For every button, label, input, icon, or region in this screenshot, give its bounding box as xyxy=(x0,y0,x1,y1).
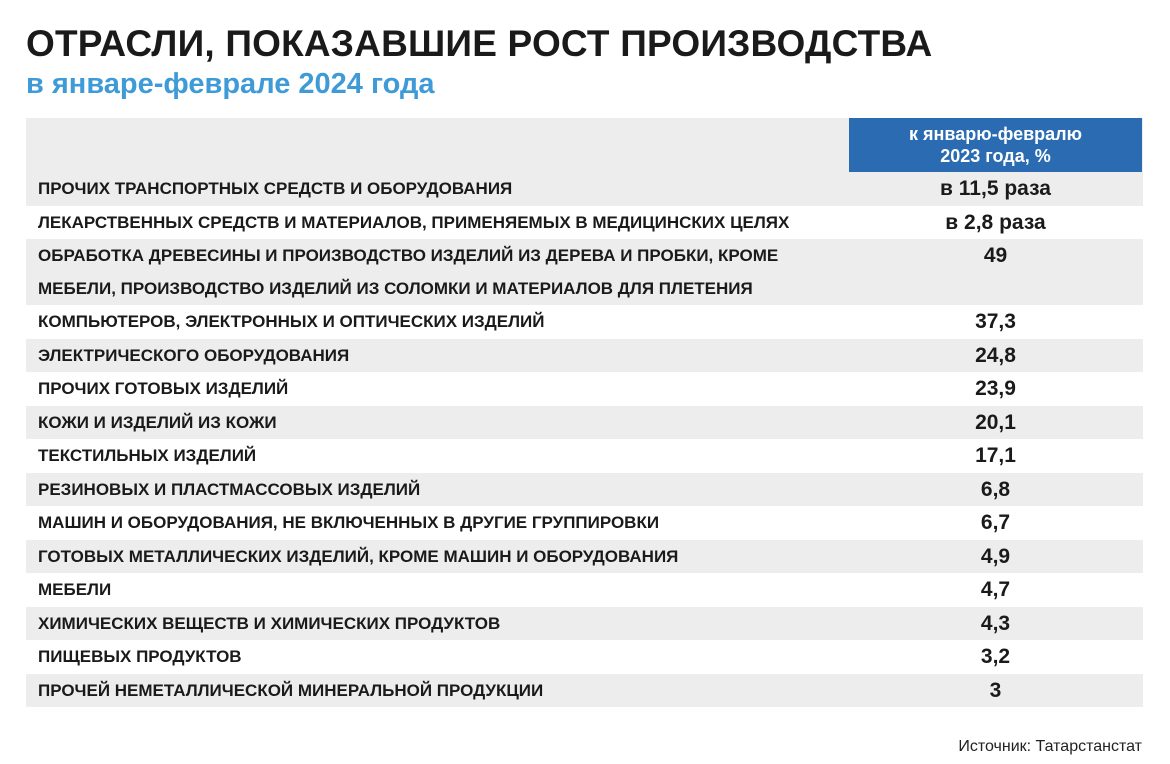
row-value: 4,3 xyxy=(980,611,1011,635)
table-row xyxy=(26,239,1143,305)
row-label-line: МАШИН И ОБОРУДОВАНИЯ, НЕ ВКЛЮЧЕННЫХ В ДРУГИЕ ГРУППИРОВКИ xyxy=(38,513,660,532)
row-label xyxy=(26,372,849,405)
row-value: 4,9 xyxy=(980,544,1011,568)
row-value: 37,3 xyxy=(975,310,1016,333)
row-value: в 2,8 раза xyxy=(945,210,1046,234)
table-row xyxy=(26,372,1143,406)
row-label xyxy=(26,239,849,305)
table-row xyxy=(26,573,1143,607)
row-value: 4,7 xyxy=(980,578,1011,601)
row-label-line: КОМПЬЮТЕРОВ, ЭЛЕКТРОННЫХ И ОПТИЧЕСКИХ ИЗДЕЛИЙ xyxy=(38,312,545,331)
column-header xyxy=(849,118,1142,172)
page-subtitle: в январе-феврале 2024 года xyxy=(26,68,435,100)
row-label xyxy=(26,540,849,573)
row-label xyxy=(26,640,849,673)
table-row xyxy=(26,540,1143,574)
row-value: 6,8 xyxy=(980,477,1011,501)
row-label xyxy=(26,206,849,239)
table-row xyxy=(26,640,1143,674)
row-label xyxy=(26,573,849,606)
row-label xyxy=(26,674,849,707)
row-label-line: РЕЗИНОВЫХ И ПЛАСТМАССОВЫХ ИЗДЕЛИЙ xyxy=(38,479,421,499)
row-label xyxy=(26,473,849,506)
table-header-row xyxy=(26,118,1143,172)
row-label xyxy=(26,439,849,472)
table-row xyxy=(26,439,1143,473)
row-label-line: ТЕКСТИЛЬНЫХ ИЗДЕЛИЙ xyxy=(38,446,257,465)
row-value: в 11,5 раза xyxy=(940,177,1051,200)
row-label-line: ПРОЧИХ ТРАНСПОРТНЫХ СРЕДСТВ И ОБОРУДОВАНИЯ xyxy=(38,179,513,198)
row-value: 6,7 xyxy=(980,511,1011,534)
row-value: 23,9 xyxy=(975,377,1016,400)
row-value: 20,1 xyxy=(975,410,1016,434)
column-header-line-1: к январю-февралю xyxy=(909,124,1082,144)
data-table xyxy=(26,118,1143,707)
row-label xyxy=(26,406,849,439)
row-value: 3 xyxy=(989,678,1002,702)
row-label-line: ПРОЧЕЙ НЕМЕТАЛЛИЧЕСКОЙ МИНЕРАЛЬНОЙ ПРОДУКЦИИ xyxy=(38,680,544,700)
row-label-line: ОБРАБОТКА ДРЕВЕСИНЫ И ПРОИЗВОДСТВО ИЗДЕЛИЙ ИЗ ДЕРЕВА И ПРОБКИ, КРОМЕ xyxy=(38,246,779,265)
row-label-line: ГОТОВЫХ МЕТАЛЛИЧЕСКИХ ИЗДЕЛИЙ, КРОМЕ МАШИН И ОБОРУДОВАНИЯ xyxy=(38,546,679,566)
table-row xyxy=(26,339,1143,373)
row-label xyxy=(26,506,849,539)
row-value: 49 xyxy=(983,244,1008,267)
row-label-line: МЕБЕЛИ xyxy=(38,580,112,599)
row-value: 3,2 xyxy=(980,645,1011,668)
table-row xyxy=(26,506,1143,540)
table-row xyxy=(26,172,1143,206)
table-row xyxy=(26,305,1143,339)
row-label-line: ЛЕКАРСТВЕННЫХ СРЕДСТВ И МАТЕРИАЛОВ, ПРИМЕНЯЕМЫХ В МЕДИЦИНСКИХ ЦЕЛЯХ xyxy=(38,212,790,232)
page-title: ОТРАСЛИ, ПОКАЗАВШИЕ РОСТ ПРОИЗВОДСТВА xyxy=(26,23,933,64)
row-label-line: ХИМИЧЕСКИХ ВЕЩЕСТВ И ХИМИЧЕСКИХ ПРОДУКТОВ xyxy=(38,613,501,633)
row-label-line: ПИЩЕВЫХ ПРОДУКТОВ xyxy=(38,647,242,666)
row-label xyxy=(26,172,849,205)
row-value: 24,8 xyxy=(975,343,1016,367)
row-label-line: КОЖИ И ИЗДЕЛИЙ ИЗ КОЖИ xyxy=(38,412,277,432)
table-row xyxy=(26,607,1143,641)
source-note: Источник: Татарстанстат xyxy=(958,738,1142,755)
table-row xyxy=(26,674,1143,708)
row-label xyxy=(26,607,849,640)
row-label-line: ПРОЧИХ ГОТОВЫХ ИЗДЕЛИЙ xyxy=(38,379,289,398)
table-row xyxy=(26,406,1143,440)
row-label-line: ЭЛЕКТРИЧЕСКОГО ОБОРУДОВАНИЯ xyxy=(38,345,350,365)
table-row xyxy=(26,473,1143,507)
column-header-line-2: 2023 года, % xyxy=(940,146,1051,166)
row-label xyxy=(26,305,849,338)
row-value: 17,1 xyxy=(975,444,1016,467)
row-label-line: МЕБЕЛИ, ПРОИЗВОДСТВО ИЗДЕЛИЙ ИЗ СОЛОМКИ И МАТЕРИАЛОВ ДЛЯ ПЛЕТЕНИЯ xyxy=(38,279,753,298)
table-body xyxy=(26,172,1143,707)
row-label xyxy=(26,339,849,372)
table-row xyxy=(26,206,1143,240)
